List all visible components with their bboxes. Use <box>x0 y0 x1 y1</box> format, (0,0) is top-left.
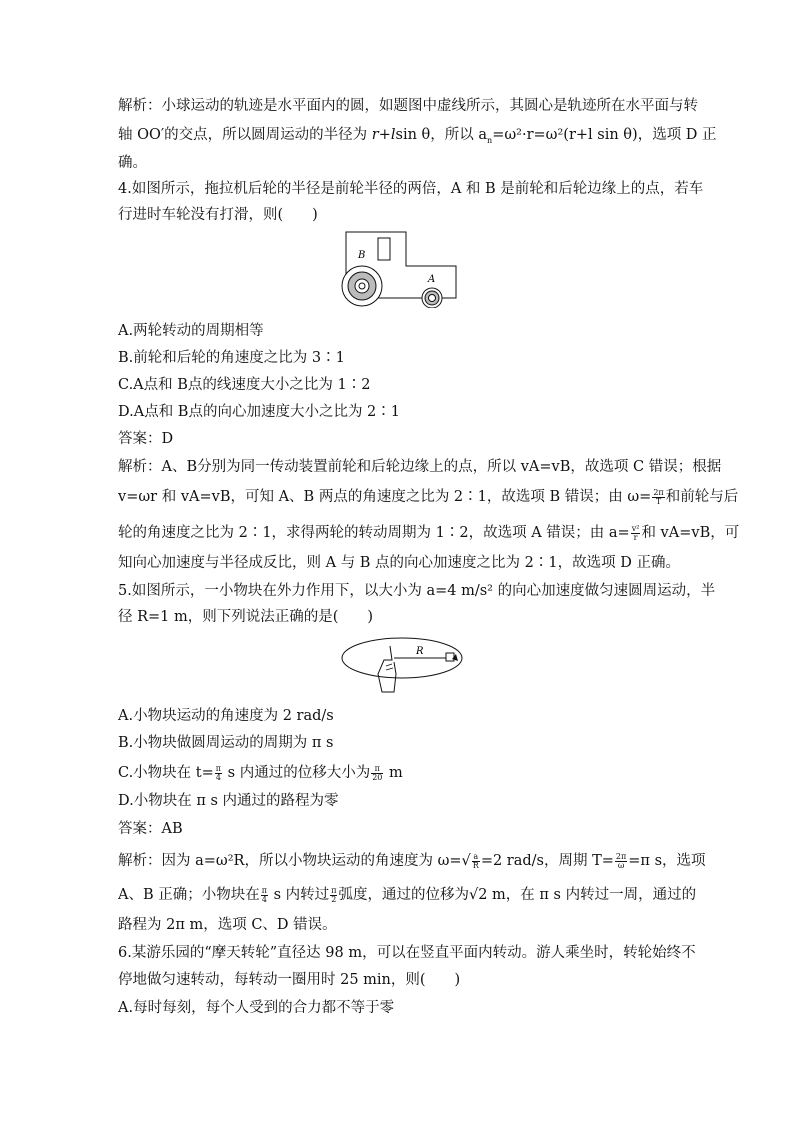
analysis-text: 轴 OO′的交点，所以圆周运动的半径为 r+lsin θ，所以 $a_n=\omega^2\cdot r=\omega^2(r+l$ sin θ)，选项 D 正 <box>118 127 717 145</box>
option-a: A.小物块运动的角速度为 2 rad/s <box>118 708 334 724</box>
analysis-text: v=ωr 和 vA=vB，可知 A、B 两点的角速度之比为 2∶1，故选项 B 错误；由 ω= $\frac{2\pi}{T}$ 和前轮与后 <box>118 487 739 506</box>
analysis-text: 路程为 2π m，选项 C、D 错误。 <box>118 917 337 933</box>
option-c: C.小物块在 t= $\frac{\pi}{4}$ s 内通过的位移大小为 $\frac{\pi}{20}$ m <box>118 763 403 782</box>
question-stem: 4.如图所示，拖拉机后轮的半径是前轮半径的两倍，A 和 B 是前轮和后轮边缘上的点，若车 <box>118 181 704 197</box>
option-c: C.A点和 B点的线速度大小之比为 1∶2 <box>118 377 371 393</box>
option-b: B.前轮和后轮的角速度之比为 3∶1 <box>118 350 345 366</box>
option-b: B.小物块做圆周运动的周期为 π s <box>118 735 334 751</box>
label-b: B <box>358 250 366 261</box>
option-a: A.两轮转动的周期相等 <box>118 323 264 339</box>
option-d: D.A点和 B点的向心加速度大小之比为 2∶1 <box>118 404 401 420</box>
analysis-text: 解析：A、B分别为同一传动装置前轮和后轮边缘上的点，所以 vA=vB，故选项 C 错误；根据 <box>118 459 722 475</box>
analysis-text: 知向心加速度与半径成反比，则 A 与 B 点的向心加速度之比为 2∶1，故选项 D 正确。 <box>118 555 680 571</box>
circular-motion-figure <box>340 634 464 696</box>
label-r: R <box>416 646 424 657</box>
question-stem: 行进时车轮没有打滑，则( ) <box>118 207 318 223</box>
analysis-text: A、B 正确；小物块在 $\frac{\pi}{4}$ s 内转过 $\frac{\pi}{2}$ 弧度，通过的位移为√2 m，在 π s 内转过一周，通过的 <box>118 885 697 904</box>
tractor-figure <box>336 228 460 308</box>
question-stem: 停地做匀速转动，每转动一圈用时 25 min，则( ) <box>118 972 461 988</box>
question-stem: 6.某游乐园的“摩天转轮”直径达 98 m，可以在竖直平面内转动。游人乘坐时，转轮始终不 <box>118 945 696 961</box>
answer: 答案：AB <box>118 821 183 837</box>
analysis-text: 确。 <box>118 155 147 171</box>
option-a: A.每时每刻，每个人受到的合力都不等于零 <box>118 1000 395 1016</box>
analysis-text: 轮的角速度之比为 2∶1，求得两轮的转动周期为 1∶2，故选项 A 错误；由 a= $\frac{\text{v²}}{r}$ 和 vA=vB，可 <box>118 523 740 542</box>
analysis-text: 解析：因为 a=ω²R，所以小物块运动的角速度为 ω=√ $\frac{a}{R}$ =2 rad/s，周期 T= $\frac{2\pi}{\omega}$ =π s，选项 <box>118 851 706 870</box>
question-stem: 径 R=1 m，则下列说法正确的是( ) <box>118 609 374 625</box>
analysis-text: 解析：小球运动的轨迹是水平面内的圆，如题图中虚线所示，其圆心是轨迹所在水平面与转 <box>118 98 698 114</box>
question-stem: 5.如图所示，一小物块在外力作用下，以大小为 a=4 m/s² 的向心加速度做匀速圆周运动，半 <box>118 583 716 599</box>
answer: 答案：D <box>118 431 174 447</box>
label-a: A <box>428 274 436 285</box>
option-d: D.小物块在 π s 内通过的路程为零 <box>118 793 339 809</box>
